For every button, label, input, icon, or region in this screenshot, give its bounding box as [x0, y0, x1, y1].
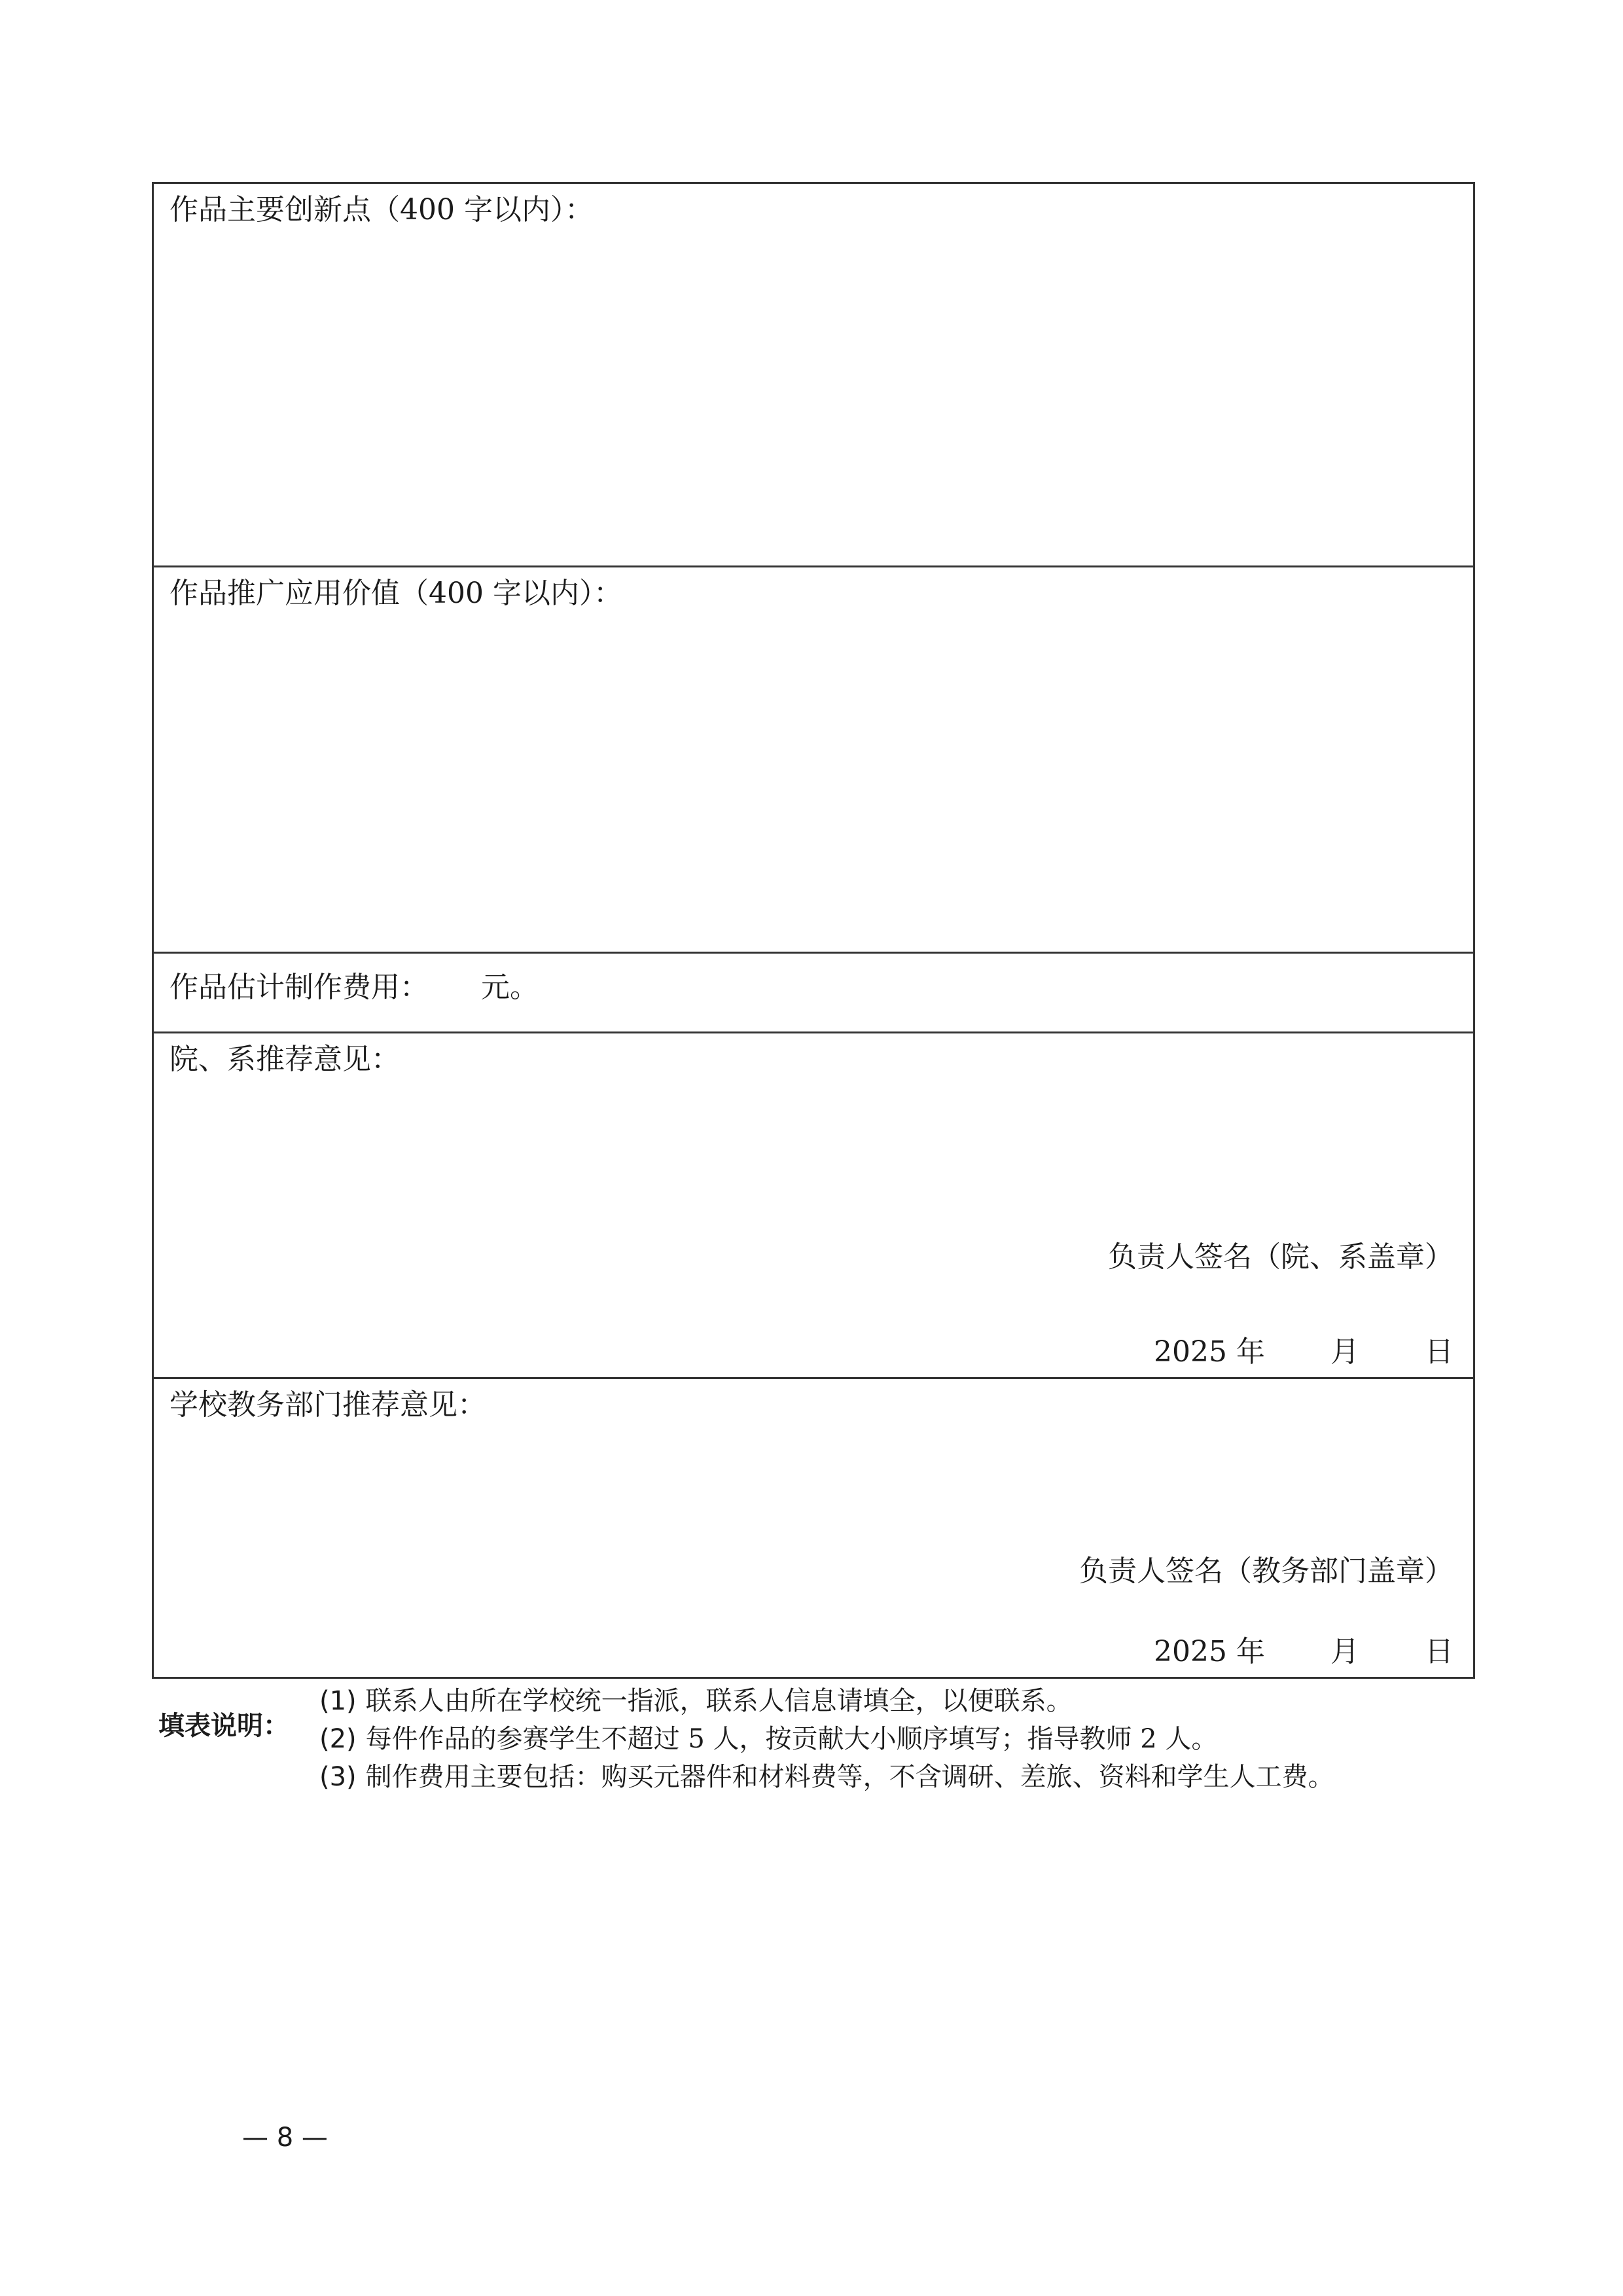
- department-date: [1154, 1331, 1454, 1373]
- department-date-month: 月: [1330, 1335, 1359, 1369]
- application-value-cell[interactable]: [153, 567, 1474, 953]
- application-value-label: 作品推广应用价值（400 字以内）：: [169, 577, 622, 610]
- school-date: [1154, 1631, 1454, 1673]
- instruction-item: [319, 1758, 1334, 1796]
- instructions-list: [319, 1682, 1334, 1796]
- instruction-number: (3): [319, 1762, 357, 1792]
- department-date-year: 2025 年: [1154, 1335, 1265, 1369]
- school-date-day: 日: [1425, 1635, 1454, 1668]
- school-date-month: 月: [1330, 1635, 1359, 1668]
- school-signature-label: 负责人签名（教务部门盖章）: [1079, 1554, 1454, 1588]
- innovation-cell[interactable]: [153, 183, 1474, 567]
- school-date-year: 2025 年: [1154, 1635, 1265, 1668]
- instruction-text: 联系人由所在学校统一指派，联系人信息请填全，以便联系。: [365, 1686, 1073, 1716]
- cost-cell[interactable]: [153, 953, 1474, 1033]
- department-date-day: 日: [1425, 1335, 1454, 1369]
- instruction-number: (2): [319, 1724, 357, 1754]
- instruction-number: (1): [319, 1686, 357, 1716]
- instructions-title: 填表说明：: [158, 1711, 289, 1741]
- department-opinion-cell[interactable]: [153, 1033, 1474, 1378]
- school-opinion-label: 学校教务部门推荐意见：: [169, 1388, 486, 1422]
- department-opinion-label: 院、系推荐意见：: [169, 1043, 400, 1076]
- application-form-table: [152, 182, 1475, 1679]
- page-number: — 8 —: [242, 2123, 328, 2153]
- cost-line: [169, 967, 539, 1009]
- school-opinion-cell[interactable]: [153, 1378, 1474, 1678]
- instruction-text: 制作费用主要包括：购买元器件和材料费等，不含调研、差旅、资料和学生人工费。: [365, 1762, 1334, 1792]
- cost-label: 作品估计制作费用：: [169, 971, 429, 1004]
- department-signature-label: 负责人签名（院、系盖章）: [1108, 1240, 1454, 1274]
- innovation-label: 作品主要创新点（400 字以内）：: [169, 193, 594, 226]
- cost-unit: 元。: [481, 971, 539, 1004]
- instruction-item: [319, 1682, 1334, 1720]
- instruction-item: [319, 1720, 1334, 1758]
- instruction-text: 每件作品的参赛学生不超过 5 人，按贡献大小顺序填写；指导教师 2 人。: [365, 1724, 1218, 1754]
